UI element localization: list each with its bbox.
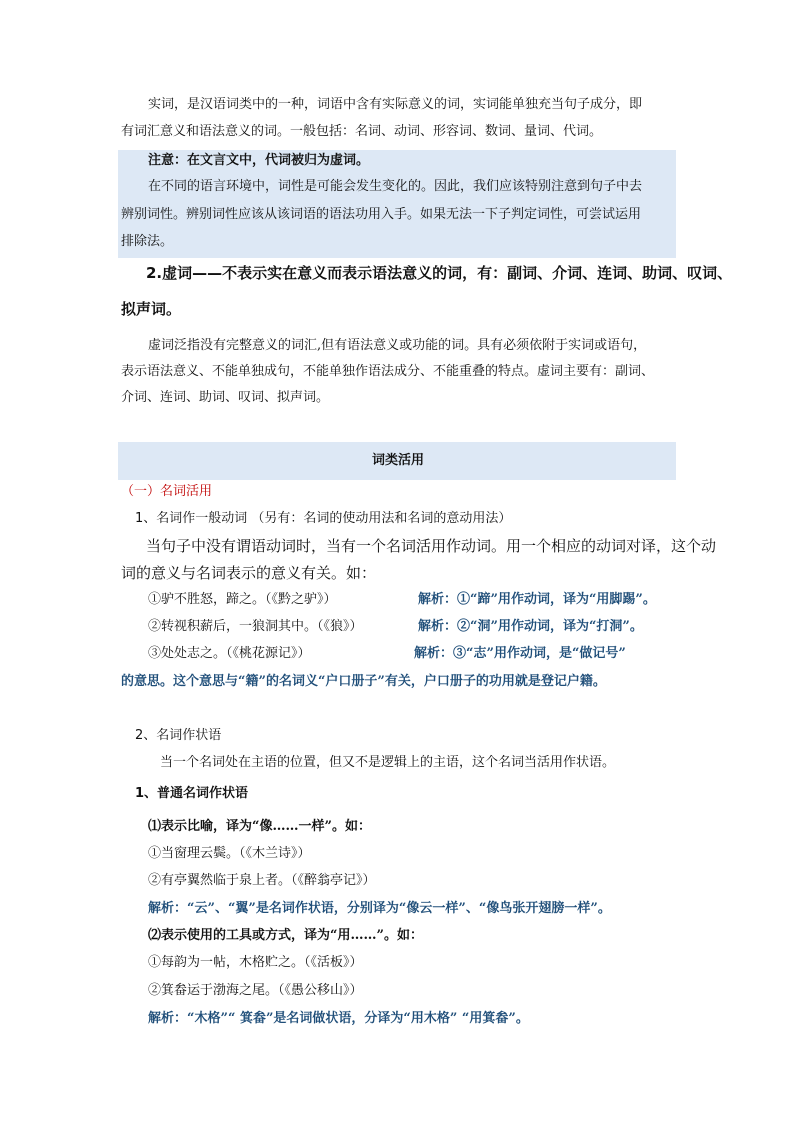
example-3: ③处处志之。（《桃花源记》） — [148, 646, 311, 661]
example-5: ②有亭翼然临于泉上者。（《醉翁亭记》） — [148, 873, 376, 888]
note-line-1: 在不同的语言环境中，词性是可能会发生变化的。因此，我们应该特别注意到句子中去 — [148, 179, 643, 194]
example-1: ①驴不胜怒，蹄之。（《黔之驴》） — [148, 592, 337, 607]
item1-para-line-2: 词的意义与名词表示的意义有关。如： — [121, 564, 377, 582]
simile-heading: ⑴表示比喻，译为“像……一样”。如： — [148, 819, 371, 834]
example-3-analysis-cont: 的意思。这个意思与“籍”的名词义“户口册子”有关，户口册子的功用就是登记户籍。 — [121, 674, 606, 689]
simile-analysis: 解析：“云”、“翼”是名词作状语，分别译为“像云一样”、“像鸟张开翅膀一样”。 — [148, 901, 611, 916]
note-heading: 注意：在文言文中，代词被归为虚词。 — [148, 153, 370, 168]
example-1-analysis: 解析：①“蹄”用作动词，译为“用脚踢”。 — [418, 592, 656, 607]
example-2-analysis: 解析：②“洞”用作动词，译为“打洞”。 — [418, 619, 643, 634]
item1-title: 1、名词作一般动词 （另有：名词的使动用法和名词的意动用法） — [135, 511, 512, 526]
note-line-3: 排除法。 — [121, 234, 174, 249]
example-2: ②转视积薪后，一狼洞其中。（《狼》） — [148, 619, 363, 634]
example-6: ①每韵为一帖，木格贮之。（《活板》） — [148, 955, 363, 970]
xuci-para-line-2: 表示语法意义、不能单独成句，不能单独作语法成分、不能重叠的特点。虚词主要有：副词、 — [121, 364, 655, 379]
example-7: ②箕畚运于渤海之尾。（《愚公移山》） — [148, 983, 363, 998]
example-3-analysis: 解析：③“志”用作动词，是“做记号” — [414, 646, 626, 661]
xuci-para-line-1: 虚词泛指没有完整意义的词汇,但有语法意义或功能的词。具有必须依附于实词或语句， — [148, 338, 647, 353]
xuci-para-line-3: 介词、连词、助词、叹词、拟声词。 — [121, 390, 330, 405]
example-4: ①当窗理云鬓。（《木兰诗》） — [148, 846, 311, 861]
tool-manner-analysis: 解析：“木格”“ 箕畚”是名词做状语，分译为“用木格” “用箕畚”。 — [148, 1011, 529, 1026]
tool-manner-heading: ⑵表示使用的工具或方式，译为“用……”。如： — [148, 928, 423, 943]
intro-line-2: 有词汇意义和语法意义的词。一般包括：名词、动词、形容词、数词、量词、代词。 — [121, 124, 603, 139]
item2-para: 当一个名词处在主语的位置，但又不是逻辑上的主语，这个名词当活用作状语。 — [160, 755, 616, 770]
xuci-heading-line-1: 2.虚词——不表示实在意义而表示语法意义的词，有：副词、介词、连词、助词、叹词、 — [146, 264, 733, 282]
xuci-heading-line-2: 拟声词。 — [121, 300, 182, 318]
item1-para-line-1: 当句子中没有谓语动词时，当有一个名词活用作动词。用一个相应的动词对译，这个动 — [146, 537, 717, 555]
note-line-2: 辨别词性。辨别词性应该从该词语的语法功用入手。如果无法一下子判定词性，可尝试运用 — [121, 207, 642, 222]
item2-title: 2、名词作状语 — [135, 728, 222, 743]
subsection-noun-usage: （一）名词活用 — [121, 484, 213, 499]
common-noun-adverbial-heading: 1、普通名词作状语 — [135, 786, 249, 801]
intro-line-1: 实词，是汉语词类中的一种，词语中含有实际意义的词，实词能单独充当句子成分，即 — [148, 97, 643, 112]
section-title: 词类活用 — [372, 453, 425, 468]
